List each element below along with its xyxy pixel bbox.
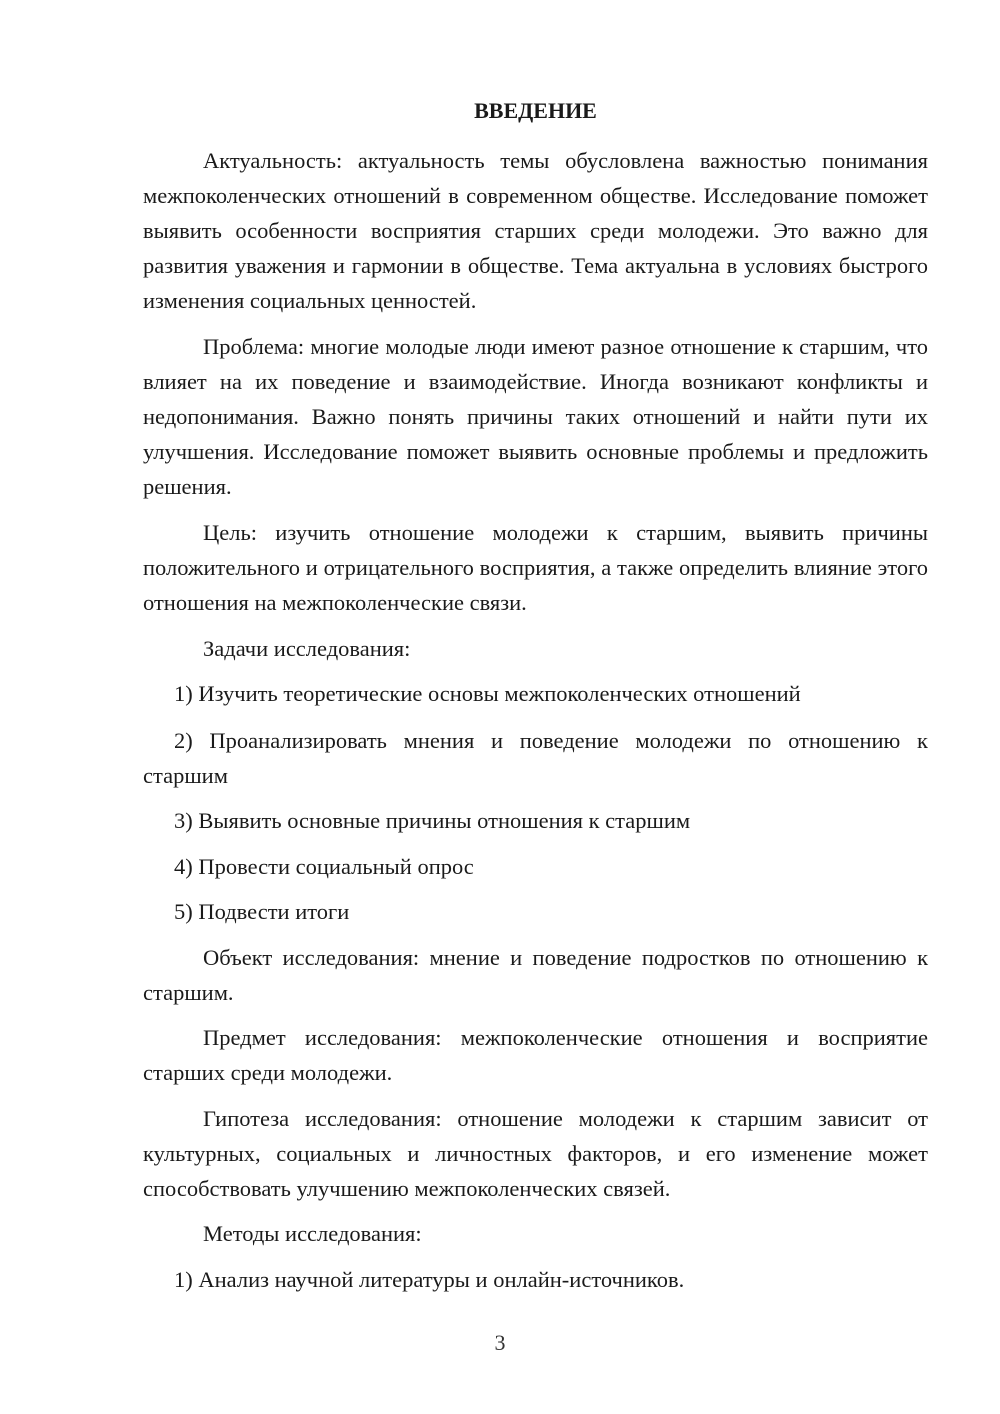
object-paragraph: Объект исследования: мнение и поведение подростков по отношению к старшим. bbox=[143, 945, 928, 1005]
page-number: 3 bbox=[494, 1330, 506, 1355]
task-item: 5) Подвести итоги bbox=[174, 899, 350, 924]
problem-paragraph: Проблема: многие молодые люди имеют разное отношение к старшим, что влияет на их поведение и взаимодействие. Иногда возникают конфликты и недопонимания. Важно понять причины таких отношений и найти пути их улучшения. Исследование поможет выявить основные проблемы и предложить решения. bbox=[143, 334, 928, 499]
method-item: 1) Анализ научной литературы и онлайн-источников. bbox=[174, 1267, 685, 1292]
section-title: ВВЕДЕНИЕ bbox=[474, 98, 597, 123]
subject-paragraph: Предмет исследования: межпоколенческие отношения и восприятие старших среди молодежи. bbox=[143, 1025, 928, 1085]
methods-heading: Методы исследования: bbox=[203, 1221, 422, 1246]
task-item: 2) Проанализировать мнения и поведение молодежи по отношению к старшим bbox=[143, 728, 928, 788]
task-item: 1) Изучить теоретические основы межпоколенческих отношений bbox=[174, 681, 801, 706]
goal-paragraph: Цель: изучить отношение молодежи к старшим, выявить причины положительного и отрицательного восприятия, а также определить влияние этого отношения на межпоколенческие связи. bbox=[143, 520, 928, 615]
tasks-heading: Задачи исследования: bbox=[203, 636, 411, 661]
task-item: 3) Выявить основные причины отношения к старшим bbox=[174, 808, 691, 833]
relevance-paragraph: Актуальность: актуальность темы обусловлена важностью понимания межпоколенческих отношений в современном обществе. Исследование поможет выявить особенности восприятия старших среди молодежи. Это важно для развития уважения и гармонии в обществе. Тема актуальна в условиях быстрого изменения социальных ценностей. bbox=[143, 148, 928, 313]
task-item: 4) Провести социальный опрос bbox=[174, 854, 474, 879]
hypothesis-paragraph: Гипотеза исследования: отношение молодежи к старшим зависит от культурных, социальных и личностных факторов, и его изменение может способствовать улучшению межпоколенческих связей. bbox=[143, 1106, 928, 1201]
